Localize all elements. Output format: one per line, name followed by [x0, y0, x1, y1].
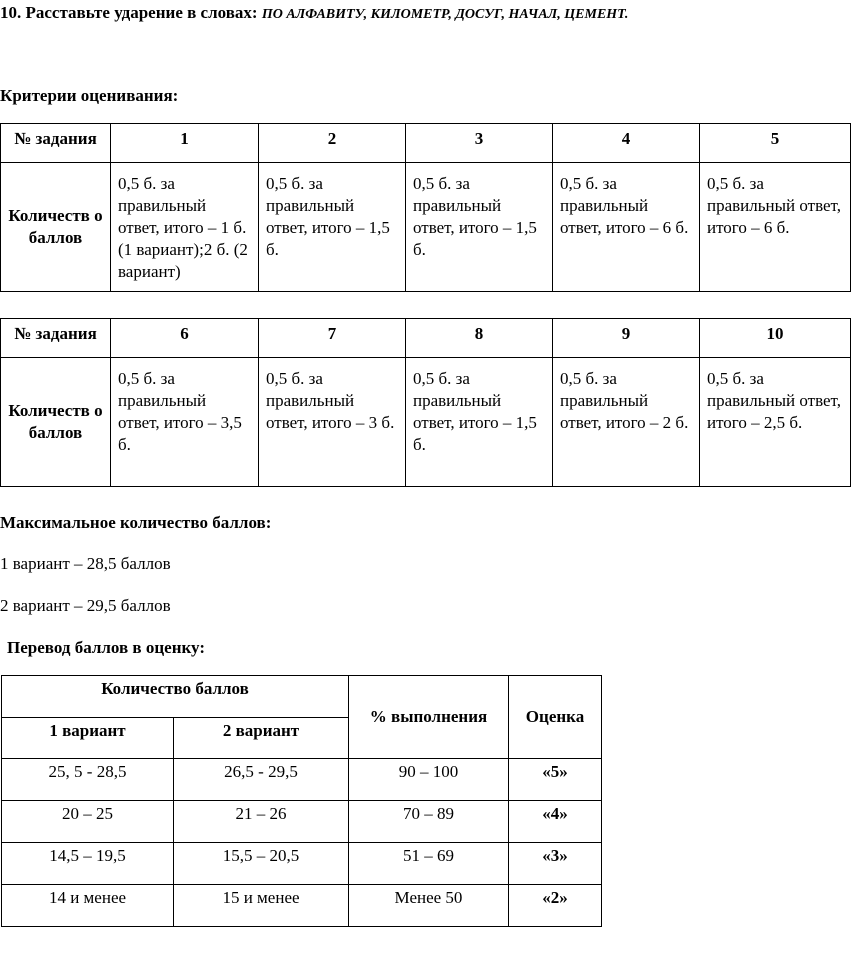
score-cell: 0,5 б. за правильный ответ, итого – 6 б.	[700, 163, 851, 292]
percent-range: 70 – 89	[349, 801, 509, 843]
task-number: 1	[111, 124, 259, 163]
variant-1-range: 14,5 – 19,5	[2, 843, 174, 885]
grade-header: Оценка	[509, 676, 602, 759]
grade-value: «4»	[509, 801, 602, 843]
percent-range: 51 – 69	[349, 843, 509, 885]
variant-1-range: 14 и менее	[2, 885, 174, 927]
task-statement	[0, 3, 628, 23]
grade-value: «5»	[509, 759, 602, 801]
score-cell: 0,5 б. за правильный ответ, итого – 1,5 б.	[406, 358, 553, 487]
table-row	[2, 801, 602, 843]
table-row	[1, 163, 851, 292]
variant-2-range: 21 – 26	[174, 801, 349, 843]
variant-2-total: 2 вариант – 29,5 баллов	[0, 596, 171, 615]
conversion-heading: Перевод баллов в оценку:	[7, 638, 205, 657]
percent-header: % выполнения	[349, 676, 509, 759]
table-row	[2, 676, 602, 718]
criteria-table-2	[0, 318, 851, 487]
task-number: 10	[700, 319, 851, 358]
score-cell: 0,5 б. за правильный ответ, итого – 1 б. (1 вариант);2 б. (2 вариант)	[111, 163, 259, 292]
grade-conversion-table	[1, 675, 602, 927]
task-number: 5	[700, 124, 851, 163]
max-score-heading: Максимальное количество баллов:	[0, 513, 272, 532]
variant-1-range: 20 – 25	[2, 801, 174, 843]
table-row	[2, 843, 602, 885]
variant-1-header: 1 вариант	[2, 718, 174, 759]
task-number: 9	[553, 319, 700, 358]
task-number: 3	[406, 124, 553, 163]
variant-2-range: 26,5 - 29,5	[174, 759, 349, 801]
task-number: 4	[553, 124, 700, 163]
task-number: 7	[259, 319, 406, 358]
criteria-heading: Критерии оценивания:	[0, 86, 179, 105]
task-number-header: № задания	[1, 319, 111, 358]
table-row	[2, 759, 602, 801]
score-cell: 0,5 б. за правильный ответ, итого – 1,5 б.	[259, 163, 406, 292]
score-cell: 0,5 б. за правильный ответ, итого – 3 б.	[259, 358, 406, 487]
score-label: Количеств о баллов	[1, 358, 111, 487]
score-cell: 0,5 б. за правильный ответ, итого – 2,5 б.	[700, 358, 851, 487]
percent-range: 90 – 100	[349, 759, 509, 801]
task-number-header: № задания	[1, 124, 111, 163]
table-row	[1, 358, 851, 487]
percent-range: Менее 50	[349, 885, 509, 927]
table-row	[1, 319, 851, 358]
task-number: 8	[406, 319, 553, 358]
variant-1-range: 25, 5 - 28,5	[2, 759, 174, 801]
score-cell: 0,5 б. за правильный ответ, итого – 6 б.	[553, 163, 700, 292]
score-cell: 0,5 б. за правильный ответ, итого – 1,5 б.	[406, 163, 553, 292]
criteria-table-1	[0, 123, 851, 292]
variant-2-range: 15 и менее	[174, 885, 349, 927]
variant-1-total: 1 вариант – 28,5 баллов	[0, 554, 171, 573]
score-cell: 0,5 б. за правильный ответ, итого – 2 б.	[553, 358, 700, 487]
task-label: 10. Расставьте ударение в словах:	[0, 3, 258, 22]
task-number: 6	[111, 319, 259, 358]
variant-2-range: 15,5 – 20,5	[174, 843, 349, 885]
score-cell: 0,5 б. за правильный ответ, итого – 3,5 б.	[111, 358, 259, 487]
points-header: Количество баллов	[2, 676, 349, 718]
grade-value: «2»	[509, 885, 602, 927]
task-number: 2	[259, 124, 406, 163]
variant-2-header: 2 вариант	[174, 718, 349, 759]
score-label: Количеств о баллов	[1, 163, 111, 292]
table-row	[2, 885, 602, 927]
task-words: ПО АЛФАВИТУ, КИЛОМЕТР, ДОСУГ, НАЧАЛ, ЦЕМЕНТ.	[261, 7, 629, 22]
table-row	[1, 124, 851, 163]
grade-value: «3»	[509, 843, 602, 885]
